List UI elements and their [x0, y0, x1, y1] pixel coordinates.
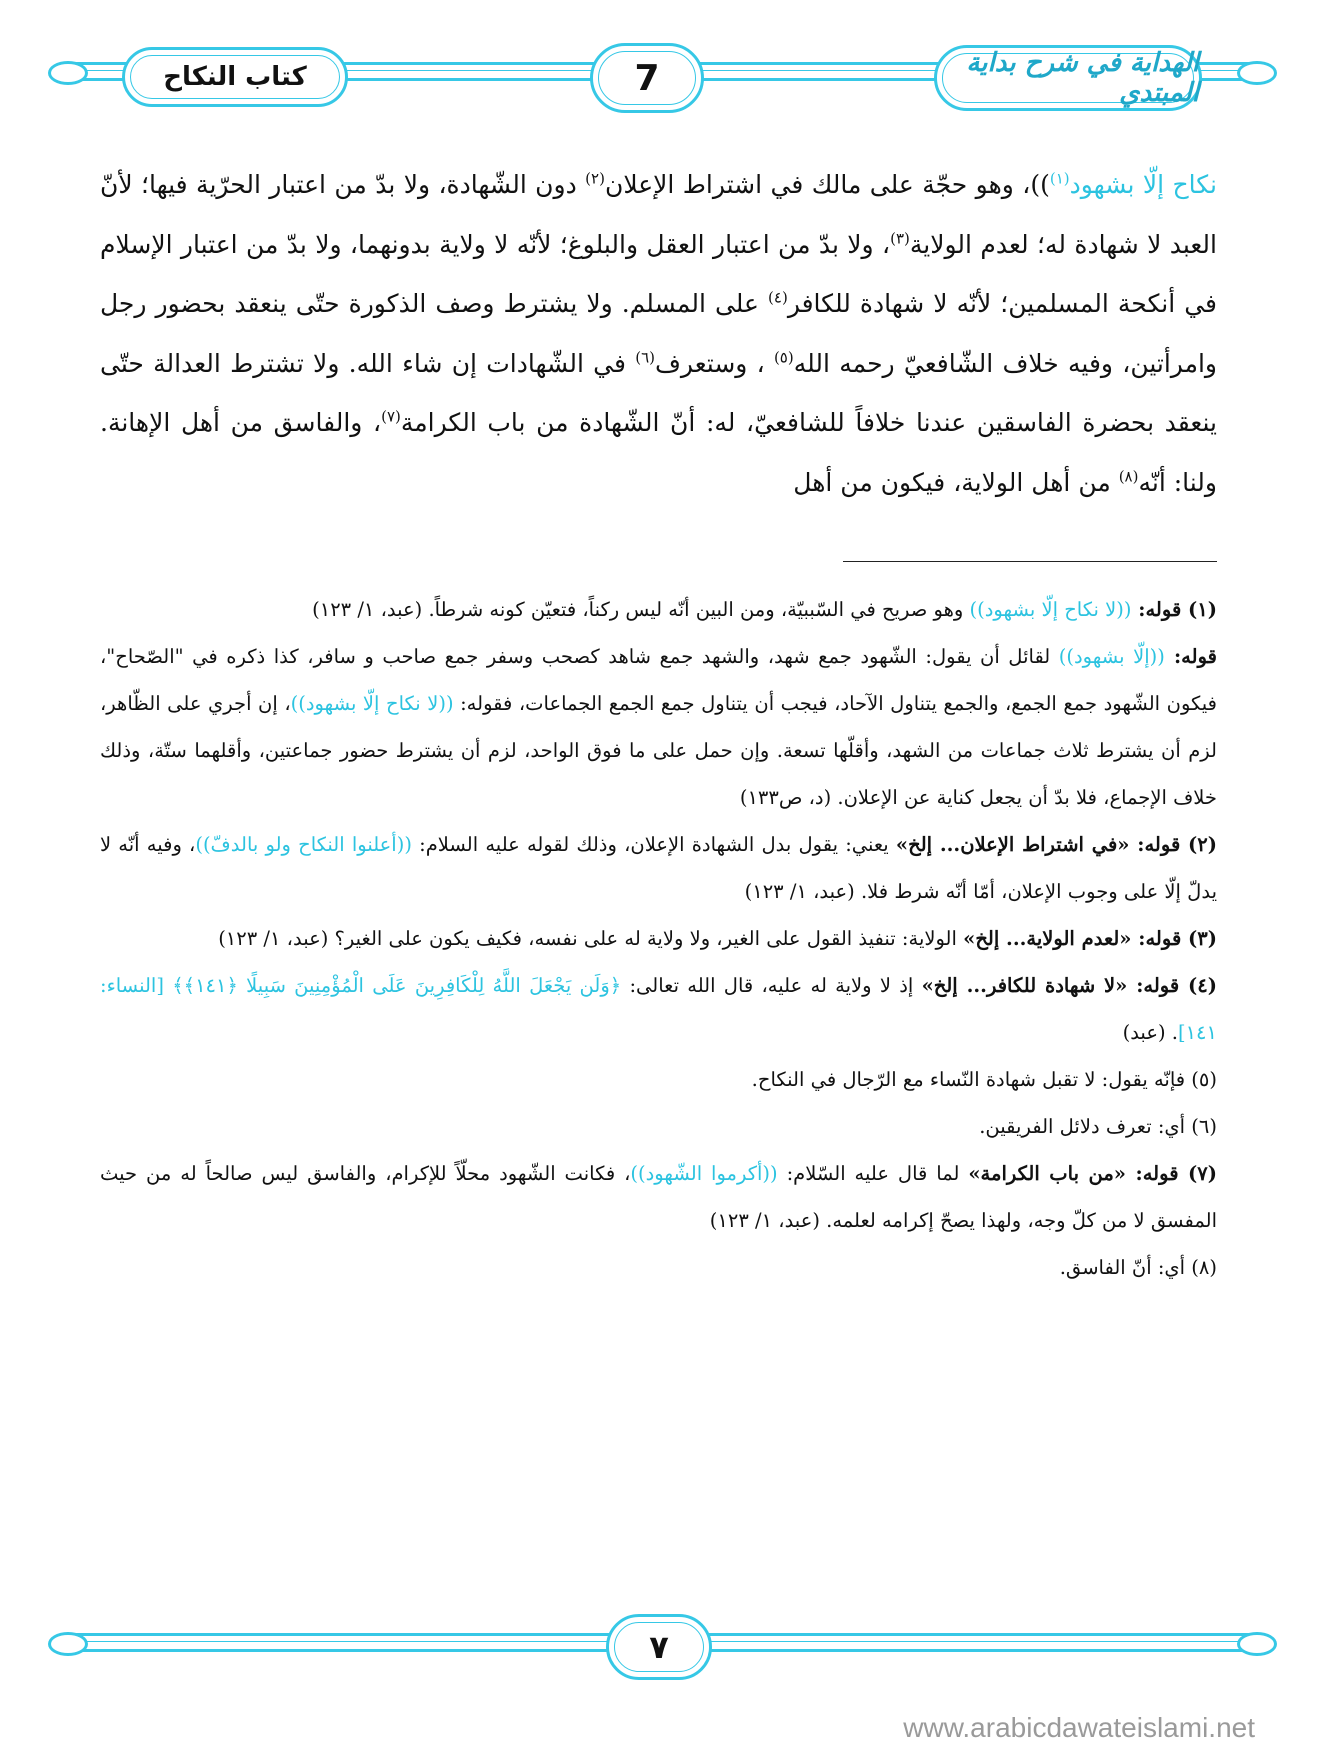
footnote-ref-5[interactable]: (٥) — [773, 348, 794, 367]
highlight-phrase: نكاح إلّا بشهود — [1069, 170, 1218, 199]
footnote-ref-8[interactable]: (٨) — [1118, 467, 1139, 486]
footnote-separator — [843, 561, 1217, 562]
footnote-7: (٧) قوله: «من باب الكرامة» لما قال عليه السّلام: ((أكرموا الشّهود))، فكانت الشّهود محلّاً للإكرام، والفاسق ليس صالحاً له من حيث المفسق لا من كلّ وجه، ولهذا يصحّ إكرامه لعلمه. (عبد، ١/ ١٢٣) — [100, 1162, 1217, 1232]
chapter-title-box — [122, 47, 348, 107]
footnote-3: (٣) قوله: «لعدم الولاية... إلخ» الولاية: تنفيذ القول على الغير، ولا ولاية له على نفسه، فكيف يكون على الغير؟ (عبد، ١/ ١٢٣) — [218, 927, 1217, 950]
quran-verse: ﴿وَلَن يَجْعَلَ اللَّهُ لِلْكَافِرِينَ عَلَى الْمُؤْمِنِينَ سَبِيلًا ﴿١٤١﴾﴾ — [172, 974, 622, 997]
footnote-1: (١) قوله: ((لا نكاح إلّا بشهود)) وهو صريح في السّببيّة، ومن البين أنّه ليس ركناً، فتعيّن كونه شرطاً. (عبد، ١/ ١٢٣) — [312, 598, 1217, 621]
footnote-4: (٤) قوله: «لا شهادة للكافر... إلخ» إذ لا ولاية له عليه، قال الله تعالى: ﴿وَلَن يَجْعَلَ اللَّهُ لِلْكَافِرِينَ عَلَى الْمُؤْمِنِينَ سَبِيلًا ﴿١٤١﴾﴾ [النساء: ١٤١]. (عبد) — [100, 974, 1217, 1044]
footnote-ref-7[interactable]: (٧) — [381, 407, 401, 426]
footnote-1b: قوله: ((إلّا بشهود)) لقائل أن يقول: الشّهود جمع شهد، والشهد جمع شاهد كصحب وسفر جمع صاحب و سافر، كذا ذكره في "الصّحاح"، فيكون الشّهود جمع الجمع، والجمع يتناول الآحاد، فيجب أن يتناول جمع الجمع الجماعات، فقوله: ((لا نكاح إلّا بشهود))، إن أجري على الظّاهر، لزم أن يشترط ثلاث جماعات من الشهد، وأقلّها تسعة. وإن حمل على ما فوق الواحد، لزم أن يشترط حضور جماعتين، وأقلهما ستّة، وذلك خلاف الإجماع، فلا بدّ أن يجعل كناية عن الإعلان. (د، ص١٣٣) — [100, 645, 1217, 809]
footnotes — [100, 586, 1217, 1291]
footer-page-number-box — [606, 1614, 712, 1680]
main-text — [100, 155, 1217, 512]
page-number-box — [590, 43, 704, 113]
footnote-ref-4[interactable]: (٤) — [768, 288, 788, 307]
header-page-number: 7 — [634, 57, 660, 99]
book-title-box — [934, 45, 1202, 111]
footnote-8: (٨) أي: أنّ الفاسق. — [1059, 1256, 1217, 1279]
ornament-left-end — [48, 61, 88, 85]
footnote-ref-3[interactable]: (٣) — [890, 229, 910, 248]
footnote-2: (٢) قوله: «في اشتراط الإعلان... إلخ» يعني: يقول بدل الشهادة الإعلان، وذلك لقوله عليه السلام: ((أعلنوا النكاح ولو بالدفّ))، وفيه أنّه لا يدلّ إلّا على وجوب الإعلان، أمّا أنّه شرط فلا. (عبد، ١/ ١٢٣) — [100, 833, 1217, 903]
book-title-logo: الهداية في شرح بداية المبتدي — [966, 48, 1199, 108]
footnote-ref-6[interactable]: (٦) — [635, 348, 655, 367]
main-paragraph: نكاح إلّا بشهود$^{(١)}$))، وهو حجّة على مالك في اشتراط الإعلان$^{(٢)}$ دون الشّهادة، ولا بدّ من اعتبار الحرّية فيها؛ لأنّ العبد لا شهادة له؛ لعدم الولاية$^{(٣)}$، ولا بدّ من اعتبار العقل والبلوغ؛ لأنّه لا ولاية بدونهما، ولا بدّ من اعتبار الإسلام في أنكحة المسلمين؛ لأنّه لا شهادة للكافر$^{(٤)}$ على المسلم. ولا يشترط وصف الذكورة حتّى ينعقد بحضور رجل وامرأتين، وفيه خلاف الشّافعيّ رحمه الله$^{(٥)}$ ، وستعرف$^{(٦)}$ في الشّهادات إن شاء الله. ولا تشترط العدالة حتّى ينعقد بحضرة الفاسقين عندنا خلافاً للشافعيّ، له: أنّ الشّهادة من باب الكرامة$^{(٧)}$، والفاسق من أهل الإهانة. ولنا: أنّه$^{(٨)}$ من أهل الولاية، فيكون من أهل — [100, 169, 1218, 497]
footer-ornament-right — [1237, 1632, 1277, 1656]
chapter-title: كتاب النكاح — [163, 62, 307, 92]
footnote-5: (٥) فإنّه يقول: لا تقبل شهادة النّساء مع الرّجال في النكاح. — [751, 1068, 1217, 1091]
footer-ornament-left — [48, 1632, 88, 1656]
ornament-right-end — [1237, 61, 1277, 85]
website-watermark[interactable]: www.arabicdawateislami.net — [903, 1712, 1255, 1743]
footnote-ref-2[interactable]: (٢) — [585, 169, 605, 188]
footnote-6: (٦) أي: تعرف دلائل الفريقين. — [979, 1115, 1217, 1138]
footnote-ref-1[interactable]: (١) — [1049, 169, 1070, 188]
footer-page-number: ٧ — [649, 1628, 669, 1666]
